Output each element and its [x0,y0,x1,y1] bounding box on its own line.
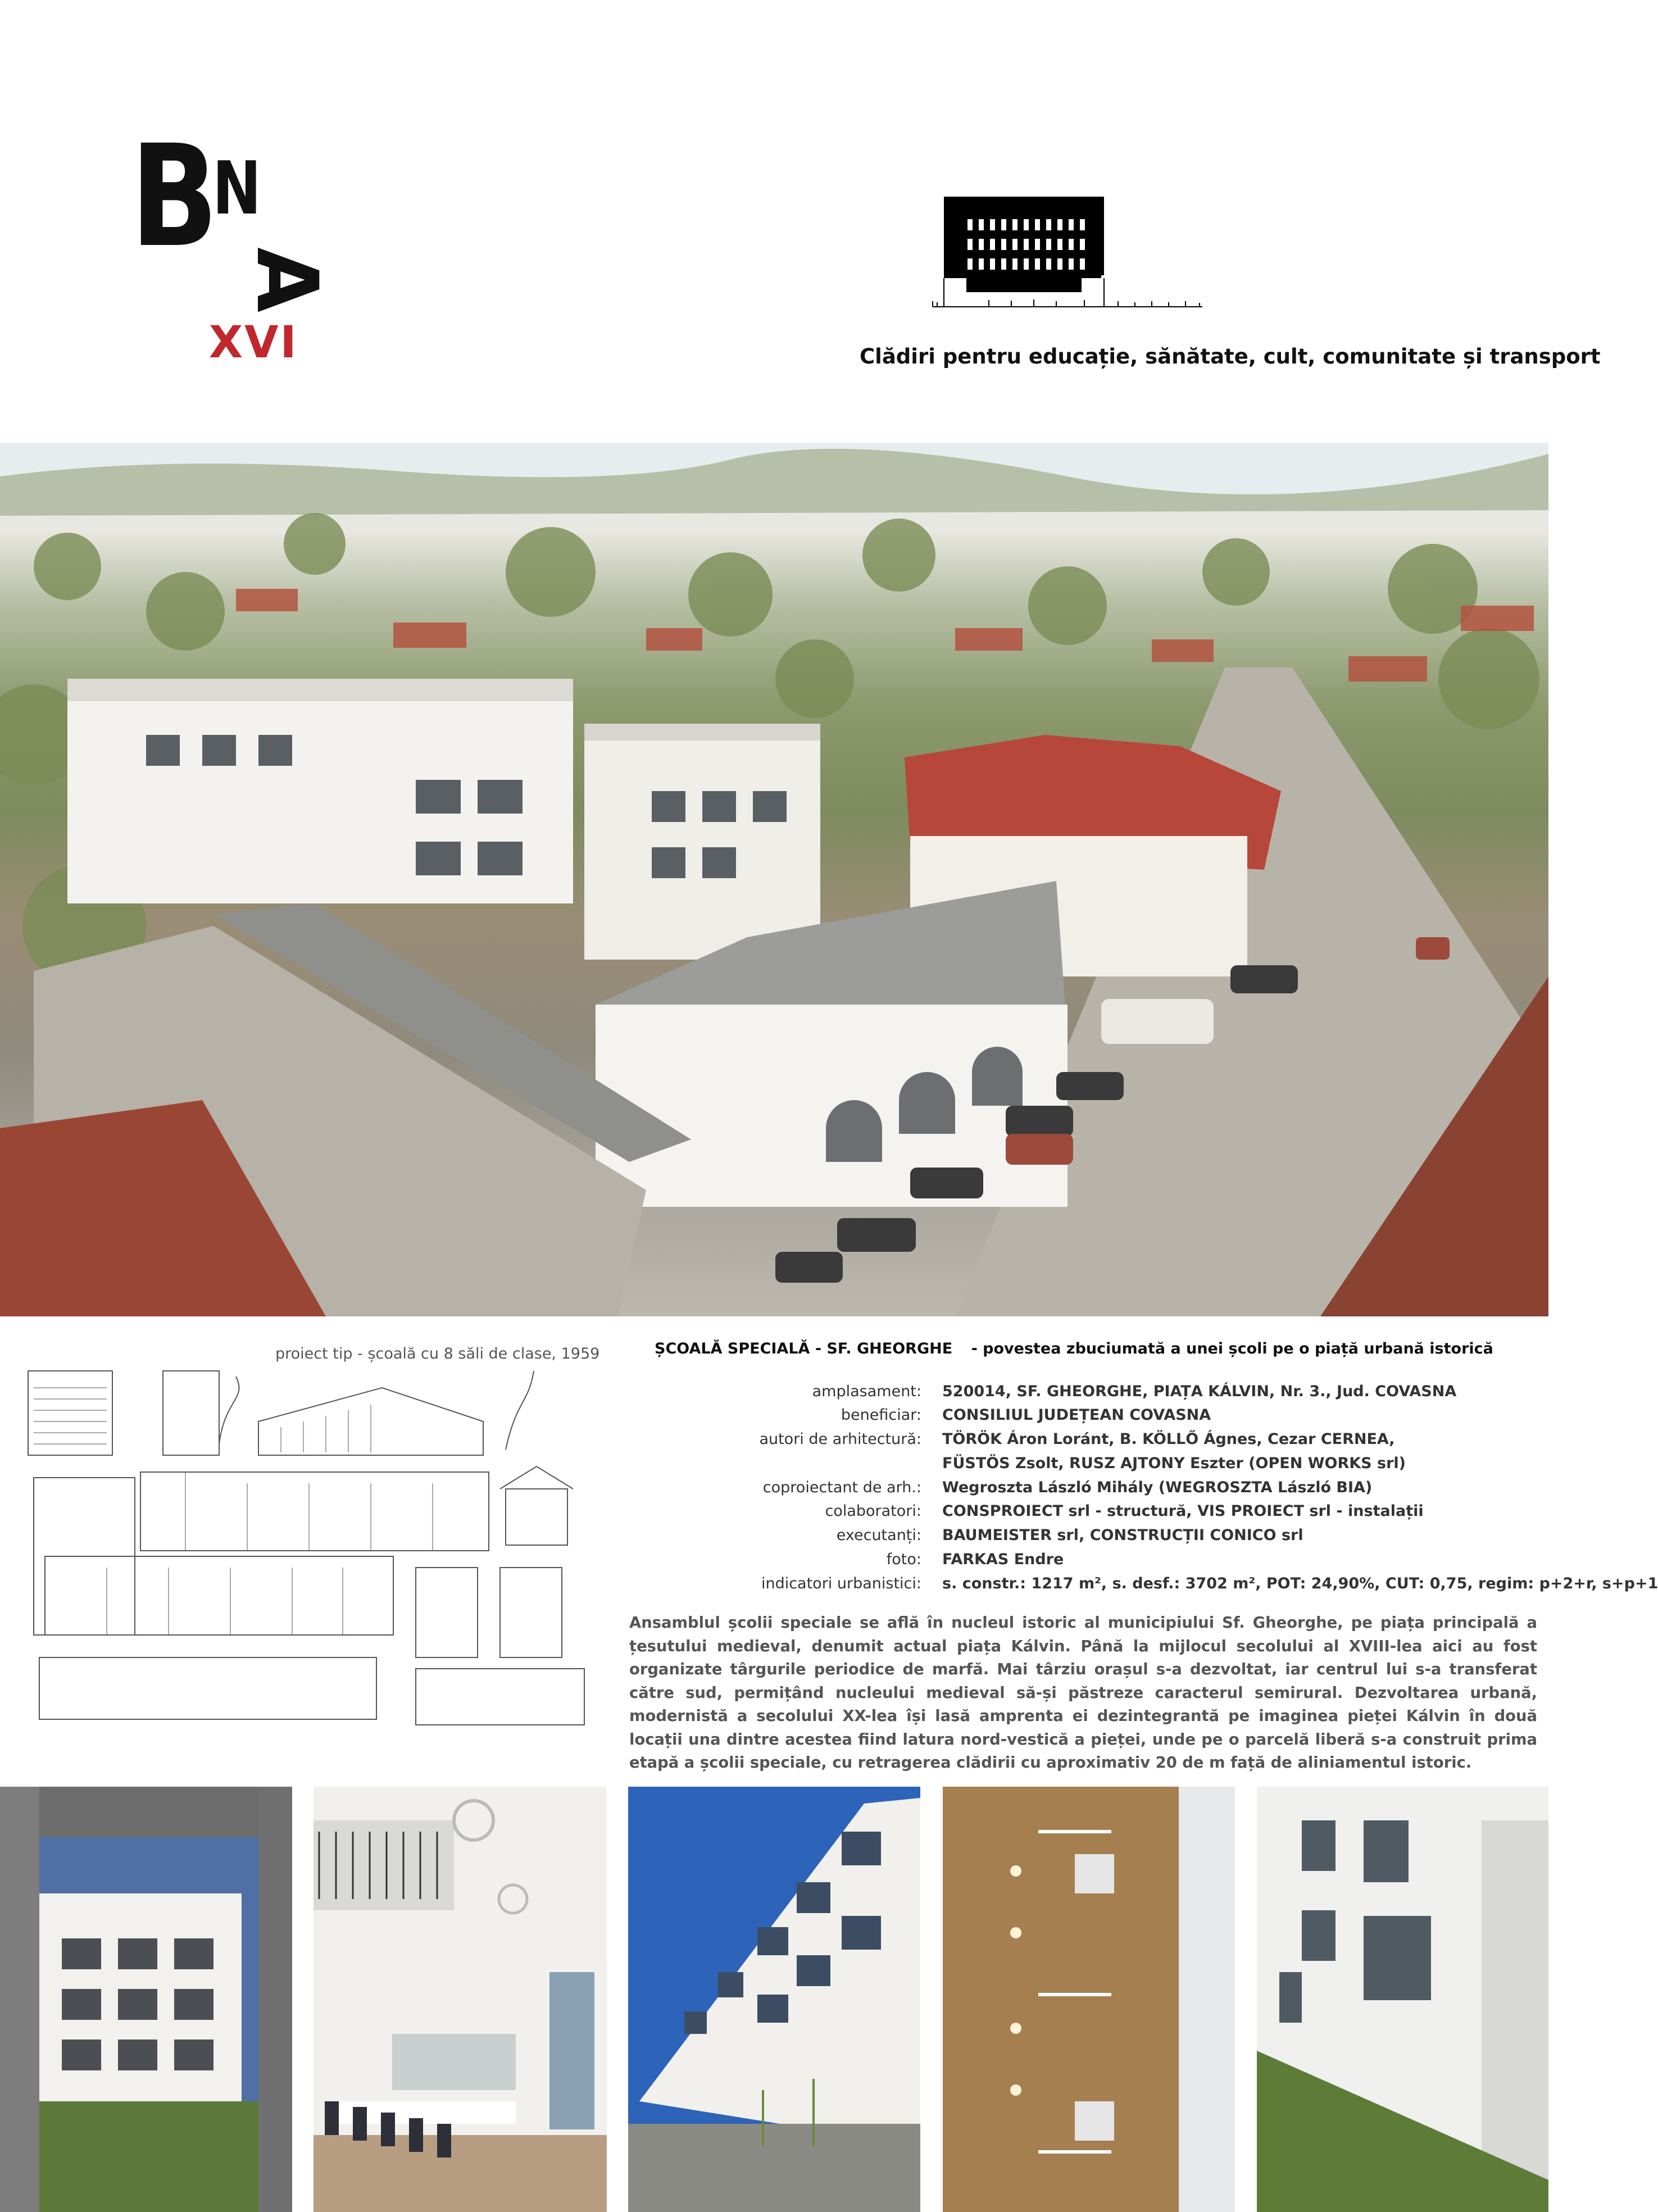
info-label: indicatori urbanistici: [761,1575,921,1592]
photo-courtyard [0,1787,292,2212]
info-label: executanți: [836,1527,921,1544]
info-value: TÖRÖK Áron Loránt, B. KÖLLŐ Ágnes, Cezar CERNEA, [942,1430,1395,1448]
info-label: coproiectant de arh.: [762,1479,921,1496]
info-label: colaboratori: [825,1502,921,1520]
photo-facade-side [1257,1787,1548,2212]
logo-letter-a: A [238,247,335,313]
photo-facade-walkway [628,1787,920,2212]
info-value: CONSPROIECT srl - structură, VIS PROIECT srl - instalații [942,1502,1424,1520]
project-name: ȘCOALĂ SPECIALĂ - SF. GHEORGHE [655,1340,953,1357]
plans-caption: proiect tip - școală cu 8 săli de clase, 1959 [275,1345,600,1362]
info-value: 520014, SF. GHEORGHE, PIAȚA KÁLVIN, Nr. 3., Jud. COVASNA [942,1383,1457,1400]
info-label: amplasament: [812,1383,921,1400]
category-title: Clădiri pentru educație, sănătate, cult, comunitate și transport [860,344,1601,369]
info-label: beneficiar: [841,1406,921,1424]
photo-ceiling-detail [943,1787,1235,2212]
info-value: FÜSTÖS Zsolt, RUSZ AJTONY Eszter (OPEN WORKS srl) [942,1455,1406,1472]
project-title [655,1340,1493,1357]
project-subtitle: - povestea zbuciumată a unei școli pe o piață urbană istorică [971,1340,1493,1357]
logo-letter-n: N [212,146,262,231]
historic-plans-drawing [22,1354,601,1759]
info-label: foto: [886,1551,921,1568]
building-pictogram-icon [933,191,1202,320]
info-value: BAUMEISTER srl, CONSTRUCȚII CONICO srl [942,1527,1303,1544]
project-description: Ansamblul școlii speciale se află în nucleul istoric al municipiului Sf. Gheorghe, pe piața principală a țesutului medieval, denumit actual piața Kálvin. Până la mijlocul secolului al XVIII-lea aici au fost organizate târgurile periodice de marfă. Mai târziu orașul s-a dezvoltat, iar centrul lui s-a transferat către sud, permițând nucleului medieval să-și păstreze caracterul semirural. Dezvoltarea urbană, modernistă a secolului XX-lea își lasă amprenta ei dezintegrantă pe imaginea pieței Kálvin în două locații una dintre acestea fiind latura nord-vestică a pieței, unde pe o parcelă liberă s-a construit prima etapă a școlii speciale, cu retragerea clădirii cu aproximativ 20 de m față de aliniamentul istoric. [629,1614,1537,1772]
logo-letter-b: B [130,115,216,278]
aerial-photo [0,443,1548,1316]
info-value: Wegroszta László Mihály (WEGROSZTA László BIA) [942,1479,1373,1496]
photo-interior-hall [314,1787,607,2212]
info-value: CONSILIUL JUDEȚEAN COVASNA [942,1406,1211,1424]
info-value: FARKAS Endre [942,1551,1064,1568]
edition-number: XVI [209,317,298,368]
info-label: autori de arhitectură: [759,1430,921,1448]
info-value: s. constr.: 1217 m², s. desf.: 3702 m², POT: 24,90%, CUT: 0,75, regim: p+2+r, s+p+1 [942,1575,1658,1592]
